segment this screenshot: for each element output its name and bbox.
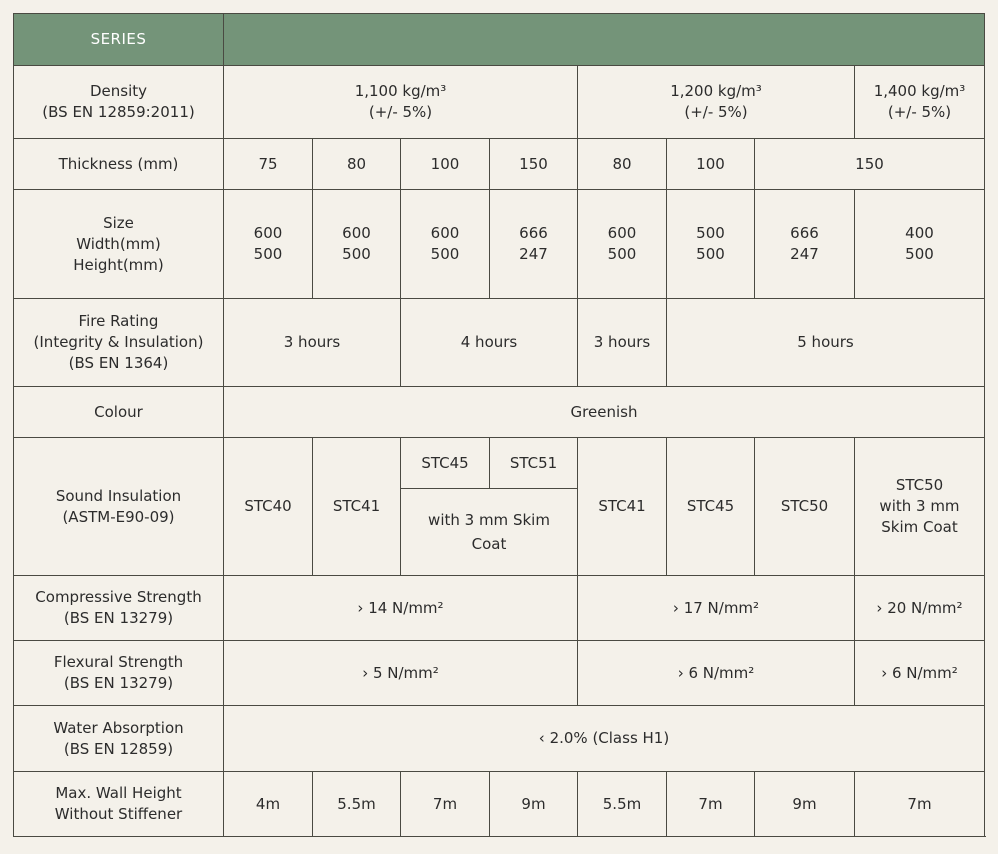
- flexural-label: [14, 641, 224, 706]
- thickness-cell: 80: [578, 139, 667, 190]
- sound-stc-value: STC50: [895, 476, 944, 494]
- series-header: SERIES: [14, 14, 224, 66]
- sound-label-standard: (ASTM-E90-09): [62, 507, 175, 526]
- size-cell: [313, 190, 401, 299]
- density-label: [14, 66, 224, 139]
- fire-rating-label-sub: (Integrity & Insulation): [33, 333, 204, 351]
- flexural-cell: › 6 N/mm²: [578, 641, 855, 706]
- skim-note-line: Coat: [471, 535, 507, 553]
- fire-rating-label: [14, 299, 224, 387]
- size-label-width: Width(mm): [76, 234, 161, 253]
- flexural-label-standard: (BS EN 13279): [63, 674, 174, 692]
- thickness-row: [14, 139, 985, 190]
- water-label-standard: (BS EN 12859): [63, 739, 174, 758]
- fire-rating-cell: 5 hours: [667, 299, 985, 387]
- size-label: [14, 190, 224, 299]
- sound-cell: STC50: [755, 438, 855, 576]
- sound-cell: [855, 438, 985, 576]
- wall-height-cell: 9m: [490, 772, 578, 837]
- compressive-label-title: Compressive Strength: [35, 588, 202, 606]
- compressive-label-standard: (BS EN 13279): [63, 609, 174, 627]
- size-height: 500: [342, 245, 371, 263]
- size-cell: [667, 190, 755, 299]
- wall-height-cell: 7m: [667, 772, 755, 837]
- fire-rating-cell: 3 hours: [578, 299, 667, 387]
- spec-table-wrapper: [13, 13, 985, 837]
- density-row: [14, 66, 985, 139]
- sound-cell: STC45: [667, 438, 755, 576]
- compressive-row: [14, 576, 985, 641]
- density-tolerance: (+/- 5%): [887, 103, 952, 121]
- thickness-cell: 75: [224, 139, 313, 190]
- thickness-cell: 100: [667, 139, 755, 190]
- size-label-height: Height(mm): [73, 255, 164, 274]
- wall-height-row: [14, 772, 985, 837]
- thickness-label: Thickness (mm): [14, 139, 224, 190]
- wall-height-cell: 7m: [401, 772, 490, 837]
- water-label-title: Water Absorption: [53, 718, 184, 737]
- density-value: 1,200 kg/m³: [670, 82, 762, 100]
- size-row: [14, 190, 985, 299]
- size-height: 500: [607, 245, 637, 263]
- sound-cell: STC41: [578, 438, 667, 576]
- compressive-label: [14, 576, 224, 641]
- wall-height-label-title: Max. Wall Height: [55, 784, 182, 802]
- size-height: 500: [696, 245, 725, 263]
- size-width: 666: [519, 224, 548, 242]
- sound-cell: STC45: [401, 438, 490, 489]
- water-label: [14, 706, 224, 772]
- size-height: 247: [519, 245, 548, 263]
- sound-label: [14, 438, 224, 576]
- compressive-cell: › 17 N/mm²: [578, 576, 855, 641]
- skim-note-line: with 3 mm Skim: [428, 511, 550, 529]
- thickness-cell: 80: [313, 139, 401, 190]
- size-cell: [224, 190, 313, 299]
- wall-height-cell: 9m: [755, 772, 855, 837]
- size-width: 600: [430, 224, 460, 242]
- compressive-cell: › 14 N/mm²: [224, 576, 578, 641]
- flexural-cell: › 5 N/mm²: [224, 641, 578, 706]
- size-height: 247: [790, 245, 819, 263]
- size-cell: [755, 190, 855, 299]
- size-cell: [855, 190, 985, 299]
- sound-cell: STC51: [490, 438, 578, 489]
- fire-rating-cell: 4 hours: [401, 299, 578, 387]
- wall-height-label-sub: Without Stiffener: [54, 805, 183, 823]
- colour-value: Greenish: [224, 387, 985, 438]
- size-cell: [578, 190, 667, 299]
- water-row: [14, 706, 985, 772]
- water-value: ‹ 2.0% (Class H1): [224, 706, 985, 772]
- header-row: [14, 14, 985, 66]
- flexural-cell: › 6 N/mm²: [855, 641, 985, 706]
- thickness-cell: 150: [755, 139, 985, 190]
- sound-label-title: Sound Insulation: [55, 486, 182, 505]
- size-width: 400: [905, 224, 934, 242]
- size-label-title: Size: [103, 213, 134, 232]
- product-spec-table: [13, 13, 985, 837]
- thickness-cell: 150: [490, 139, 578, 190]
- density-label-standard: (BS EN 12859:2011): [42, 103, 195, 121]
- size-height: 500: [253, 245, 283, 263]
- fire-rating-label-standard: (BS EN 1364): [68, 354, 169, 372]
- sound-stc-note: Skim Coat: [881, 518, 958, 536]
- colour-label: Colour: [14, 387, 224, 438]
- wall-height-cell: 4m: [224, 772, 313, 837]
- density-tolerance: (+/- 5%): [368, 103, 433, 121]
- size-height: 500: [430, 245, 460, 263]
- fire-rating-label-title: Fire Rating: [78, 312, 159, 330]
- fire-rating-row: [14, 299, 985, 387]
- size-width: 600: [342, 224, 371, 242]
- density-group-1100: [224, 66, 578, 139]
- density-value: 1,400 kg/m³: [873, 82, 966, 100]
- density-value: 1,100 kg/m³: [354, 82, 447, 100]
- compressive-cell: › 20 N/mm²: [855, 576, 985, 641]
- thickness-cell: 100: [401, 139, 490, 190]
- size-width: 666: [790, 224, 819, 242]
- series-header-band: [224, 14, 985, 66]
- density-group-1400: [855, 66, 985, 139]
- sound-skim-note: [401, 489, 578, 576]
- sound-cell: STC41: [313, 438, 401, 576]
- sound-cell: STC40: [224, 438, 313, 576]
- density-label-title: Density: [89, 82, 148, 100]
- size-cell: [401, 190, 490, 299]
- size-height: 500: [905, 245, 934, 263]
- wall-height-cell: 5.5m: [578, 772, 667, 837]
- sound-row-top: [14, 438, 985, 489]
- size-width: 600: [253, 224, 283, 242]
- size-cell: [490, 190, 578, 299]
- sound-stc-note: with 3 mm: [879, 497, 960, 515]
- wall-height-label: [14, 772, 224, 837]
- density-tolerance: (+/- 5%): [684, 103, 748, 121]
- wall-height-cell: 7m: [855, 772, 985, 837]
- size-width: 500: [696, 224, 725, 242]
- flexural-label-title: Flexural Strength: [53, 653, 184, 671]
- colour-row: [14, 387, 985, 438]
- wall-height-cell: 5.5m: [313, 772, 401, 837]
- fire-rating-cell: 3 hours: [224, 299, 401, 387]
- flexural-row: [14, 641, 985, 706]
- density-group-1200: [578, 66, 855, 139]
- size-width: 600: [607, 224, 637, 242]
